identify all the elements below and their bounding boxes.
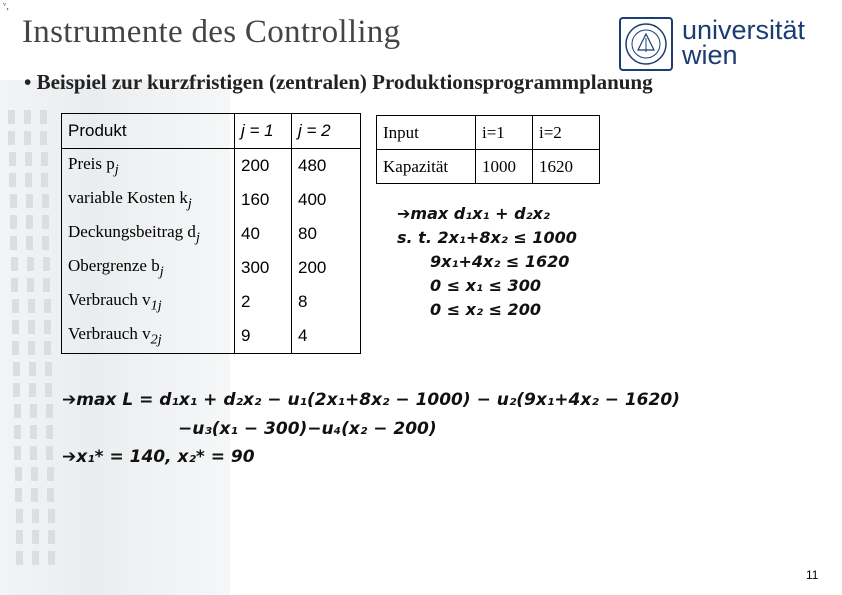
building-window <box>47 467 54 481</box>
building-window <box>42 215 49 229</box>
cell-value: 1000 <box>476 150 533 184</box>
row-label: Deckungsbeitrag $d_j$ <box>62 217 235 251</box>
building-window <box>13 383 20 397</box>
building-window <box>13 362 20 376</box>
table-row <box>62 217 361 251</box>
cell-value: 400 <box>292 183 361 217</box>
row-label: Verbrauch $v_{1j}$ <box>62 285 235 319</box>
university-logo <box>618 16 833 74</box>
building-window <box>16 509 23 523</box>
building-window <box>16 551 23 565</box>
building-window <box>8 131 15 145</box>
building-window <box>11 278 18 292</box>
building-window <box>10 236 17 250</box>
building-window <box>26 215 33 229</box>
building-window <box>29 362 36 376</box>
building-window <box>48 509 55 523</box>
constraint-4: 0 ≤ x₂ ≤ 200 <box>430 300 541 319</box>
building-window <box>28 341 35 355</box>
table-row <box>62 251 361 285</box>
cell-value: 1620 <box>533 150 600 184</box>
building-window <box>43 257 50 271</box>
building-window <box>47 488 54 502</box>
building-window <box>26 194 33 208</box>
building-window <box>12 299 19 313</box>
building-window <box>10 215 17 229</box>
product-table <box>61 113 361 354</box>
building-window <box>15 467 22 481</box>
building-window <box>24 110 31 124</box>
building-window <box>12 320 19 334</box>
cell-value: 9 <box>235 319 292 354</box>
building-window <box>31 488 38 502</box>
page-number: 11 <box>806 568 819 582</box>
cell-value: 4 <box>292 319 361 354</box>
header-cell: Produkt <box>62 114 235 149</box>
cell-value: 200 <box>292 251 361 285</box>
building-window <box>27 278 34 292</box>
building-window <box>10 194 17 208</box>
building-window <box>46 425 53 439</box>
table-header-row <box>377 116 600 150</box>
building-window <box>25 152 32 166</box>
header-cell: j = 1 <box>235 114 292 149</box>
building-window <box>45 362 52 376</box>
building-window <box>32 509 39 523</box>
page-title: Instrumente des Controlling <box>22 14 401 50</box>
building-window <box>29 383 36 397</box>
row-label: Verbrauch $v_{2j}$ <box>62 319 235 354</box>
building-window <box>40 110 47 124</box>
table-header-row <box>62 114 361 149</box>
header-cell: Input <box>377 116 476 150</box>
header-cell: i=2 <box>533 116 600 150</box>
row-label: Kapazität <box>377 150 476 184</box>
optimal-solution: ➔x₁* = 140, x₂* = 90 <box>62 447 255 467</box>
header-cell: i=1 <box>476 116 533 150</box>
building-window <box>12 341 19 355</box>
building-window <box>32 551 39 565</box>
building-window <box>26 236 33 250</box>
building-window <box>44 341 51 355</box>
building-window <box>32 530 39 544</box>
cell-value: 2 <box>235 285 292 319</box>
constraint-2: 9x₁+4x₂ ≤ 1620 <box>430 252 570 271</box>
table-row <box>62 285 361 319</box>
building-window <box>42 236 49 250</box>
corner-mark: ᵛ, <box>3 0 9 12</box>
lagrange-function: ➔max L = d₁x₁ + d₂x₂ − u₁(2x₁+8x₂ − 1000) − u₂(9x₁+4x₂ − 1620) <box>62 390 680 410</box>
building-window <box>44 299 51 313</box>
cell-value: 480 <box>292 149 361 184</box>
logo-text: universität wien <box>682 15 806 70</box>
constraint-1: s. t. 2x₁+8x₂ ≤ 1000 <box>397 228 577 247</box>
table-row <box>62 183 361 217</box>
cell-value: 200 <box>235 149 292 184</box>
building-window <box>27 257 34 271</box>
capacity-table <box>376 115 600 184</box>
row-label: Preis $p_j$ <box>62 149 235 184</box>
building-window <box>46 404 53 418</box>
building-window <box>45 383 52 397</box>
row-label: Obergrenze $b_j$ <box>62 251 235 285</box>
building-window <box>14 425 21 439</box>
building-window <box>31 467 38 481</box>
building-window <box>24 131 31 145</box>
building-window <box>8 110 15 124</box>
section-heading: • Beispiel zur kurzfristigen (zentralen) Produktionsprogrammplanung <box>24 70 653 94</box>
building-window <box>40 131 47 145</box>
cell-value: 160 <box>235 183 292 217</box>
table-row <box>62 149 361 184</box>
building-window <box>28 299 35 313</box>
building-window <box>30 404 37 418</box>
cell-value: 40 <box>235 217 292 251</box>
table-row <box>377 150 600 184</box>
building-window <box>11 257 18 271</box>
building-window <box>46 446 53 460</box>
building-window <box>48 551 55 565</box>
row-label: variable Kosten $k_j$ <box>62 183 235 217</box>
building-window <box>16 530 23 544</box>
building-window <box>28 320 35 334</box>
building-window <box>41 173 48 187</box>
cell-value: 8 <box>292 285 361 319</box>
building-window <box>43 278 50 292</box>
objective-function: ➔max d₁x₁ + d₂x₂ <box>397 204 550 223</box>
building-window <box>9 173 16 187</box>
building-window <box>9 152 16 166</box>
building-window <box>42 194 49 208</box>
building-window <box>14 446 21 460</box>
header-cell: j = 2 <box>292 114 361 149</box>
cell-value: 80 <box>292 217 361 251</box>
building-window <box>14 404 21 418</box>
university-seal-icon <box>618 16 674 72</box>
building-window <box>44 320 51 334</box>
building-window <box>15 488 22 502</box>
building-window <box>30 425 37 439</box>
constraint-3: 0 ≤ x₁ ≤ 300 <box>430 276 541 295</box>
table-row <box>62 319 361 354</box>
lagrange-function-cont: −u₃(x₁ − 300)−u₄(x₂ − 200) <box>178 419 437 439</box>
cell-value: 300 <box>235 251 292 285</box>
building-window <box>41 152 48 166</box>
building-window <box>30 446 37 460</box>
building-window <box>48 530 55 544</box>
building-window <box>25 173 32 187</box>
